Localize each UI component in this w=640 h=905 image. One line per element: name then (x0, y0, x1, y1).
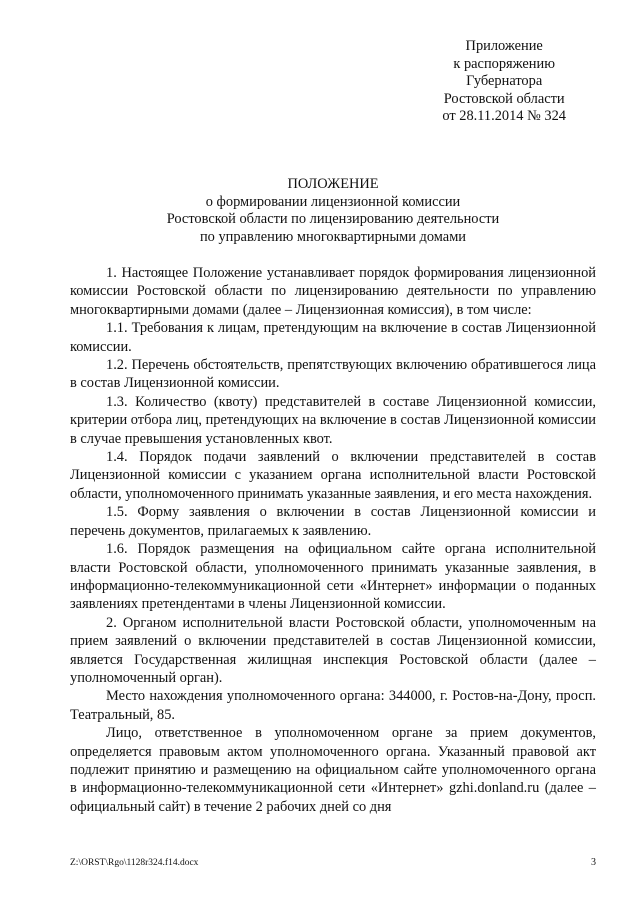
paragraph-1-5: 1.5. Форму заявления о включении в состав Лицензионной комиссии и перечень документов, прилагаемых к заявлению. (70, 504, 596, 539)
document-title (70, 176, 596, 246)
paragraph-1: 1. Настоящее Положение устанавливает порядок формирования лицензионной комиссии Ростовской области по лицензированию деятельности по управлению многоквартирными домами (далее – Лицензионная комиссия), в том числе: (70, 265, 596, 318)
paragraph-1-4: 1.4. Порядок подачи заявлений о включении представителей в состав Лицензионной комиссии с указанием органа исполнительной власти Ростовской области, уполномоченного принимать указанные заявления, и его места нахождения. (70, 449, 596, 502)
paragraph-1-2: 1.2. Перечень обстоятельств, препятствующих включению обратившегося лица в состав Лицензионной комиссии. (70, 357, 596, 392)
paragraph-1-6: 1.6. Порядок размещения на официальном сайте органа исполнительной власти Ростовской области, уполномоченного принимать указанные заявления, в информационно-телекоммуникационной сети «Интернет» информации о поданных заявлениях претендентами в члены Лицензионной комиссии. (70, 541, 596, 613)
paragraph-responsible: Лицо, ответственное в уполномоченном органе за прием документов, определяется правовым актом уполномоченного органа. Указанный правовой акт подлежит принятию и размещению на официальном сайте уполномоченного органа в информационно-телекоммуникационной сети «Интернет» gzhi.donland.ru (далее – официальный сайт) в течение 2 рабочих дней со дня (70, 725, 596, 815)
appendix-block (366, 38, 566, 126)
title-line-3: по управлению многоквартирными домами (199, 228, 467, 245)
paragraph-1-3: 1.3. Количество (квоту) представителей в составе Лицензионной комиссии, критерии отбора лиц, претендующих на включение в состав Лицензионной комиссии в случае превышения установленных квот. (70, 393, 596, 447)
title-line-2: Ростовской области по лицензированию деятельности (166, 211, 500, 228)
appendix-line-4: Ростовской области (443, 90, 565, 107)
paragraph-location: Место нахождения уполномоченного органа: 344000, г. Ростов-на-Дону, просп. Театральный, 85. (70, 688, 596, 723)
title-line-1: о формировании лицензионной комиссии (205, 193, 461, 210)
page-number: 3 (591, 857, 596, 868)
appendix-line-5: от 28.11.2014 № 324 (442, 108, 566, 124)
document-body (70, 264, 596, 816)
appendix-lines (442, 38, 566, 126)
paragraph-2: 2. Органом исполнительной власти Ростовской области, уполномоченным на прием заявлений о включении представителей в состав Лицензионной комиссии, является Государственная жилищная инспекция Ростовской области (далее – уполномоченный орган). (70, 614, 596, 686)
footer-file-path: Z:\ORST\Rgo\1128r324.f14.docx (70, 858, 199, 868)
paragraph-1-1: 1.1. Требования к лицам, претендующим на включение в состав Лицензионной комиссии. (70, 320, 596, 355)
appendix-line-2: к распоряжению (453, 55, 555, 72)
appendix-line-3: Губернатора (466, 73, 543, 89)
title-heading: ПОЛОЖЕНИЕ (287, 176, 379, 192)
appendix-line-1: Приложение (465, 38, 543, 54)
